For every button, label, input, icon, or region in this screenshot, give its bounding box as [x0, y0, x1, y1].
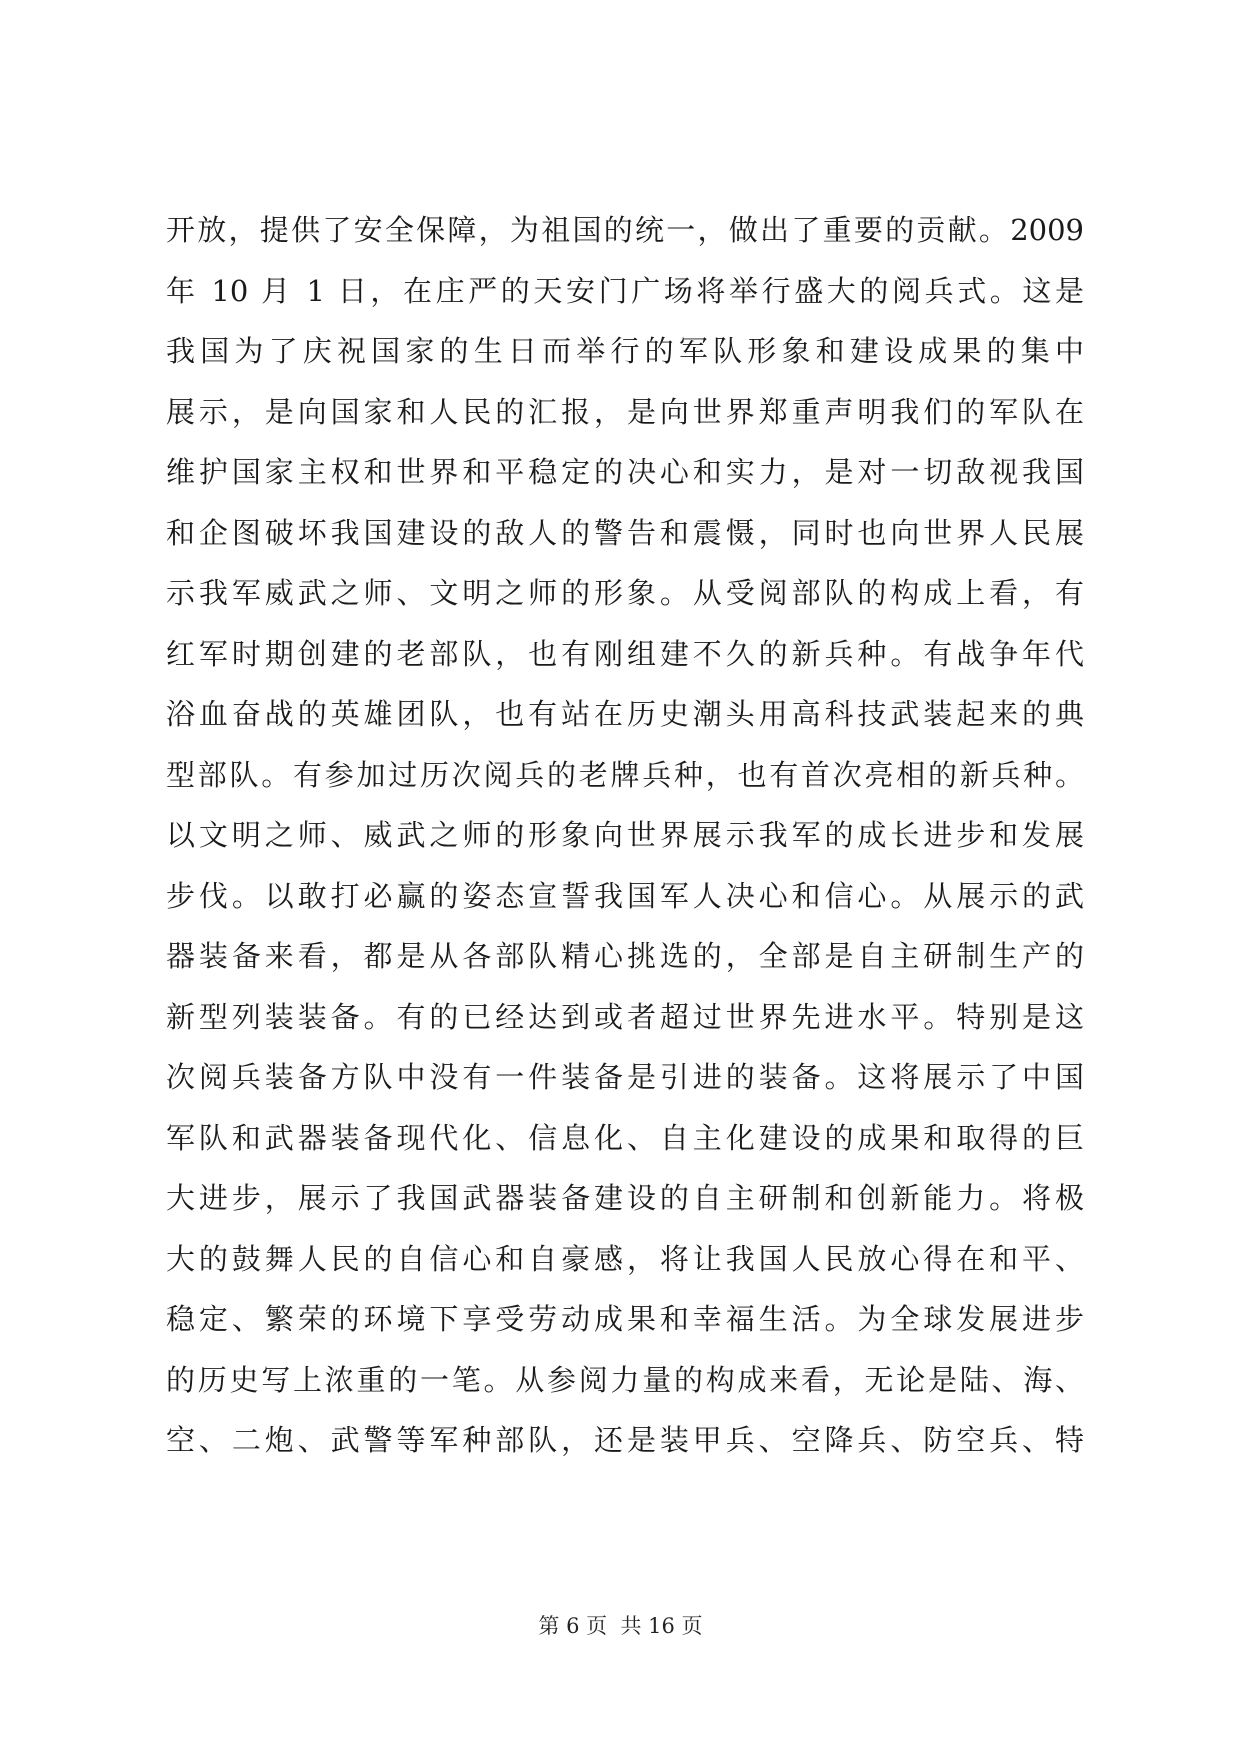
text-line: 器装备来看，都是从各部队精心挑选的，全部是自主研制生产的 [166, 939, 1084, 973]
text-line: 维护国家主权和世界和平稳定的决心和实力，是对一切敌视我国 [166, 455, 1084, 489]
text-line: 和企图破坏我国建设的敌人的警告和震慑，同时也向世界人民展 [166, 515, 1084, 550]
page-number: 第 6 页 共 16 页 [538, 1614, 703, 1638]
text-line: 示我军威武之师、文明之师的形象。从受阅部队的构成上看，有 [166, 576, 1084, 610]
body-text [166, 200, 1084, 1471]
text-line: 展示，是向国家和人民的汇报，是向世界郑重声明我们的军队在 [166, 394, 1084, 429]
text-line: 浴血奋战的英雄团队，也有站在历史潮头用高科技武装起来的典 [166, 697, 1084, 731]
text-line: 空、二炮、武警等军种部队，还是装甲兵、空降兵、防空兵、特 [166, 1423, 1084, 1457]
text-line: 稳定、繁荣的环境下享受劳动成果和幸福生活。为全球发展进步 [166, 1302, 1084, 1336]
text-line: 我国为了庆祝国家的生日而举行的军队形象和建设成果的集中 [166, 334, 1084, 368]
text-line: 大进步，展示了我国武器装备建设的自主研制和创新能力。将极 [166, 1181, 1084, 1215]
text-line: 以文明之师、威武之师的形象向世界展示我军的成长进步和发展 [166, 818, 1084, 852]
text-line: 新型列装装备。有的已经达到或者超过世界先进水平。特别是这 [166, 999, 1084, 1034]
text-line: 开放，提供了安全保障，为祖国的统一，做出了重要的贡献。2009 [166, 213, 1084, 247]
text-line: 军队和武器装备现代化、信息化、自主化建设的成果和取得的巨 [166, 1120, 1084, 1155]
text-line: 红军时期创建的老部队，也有刚组建不久的新兵种。有战争年代 [166, 636, 1084, 671]
text-line: 次阅兵装备方队中没有一件装备是引进的装备。这将展示了中国 [166, 1060, 1084, 1094]
text-line: 大的鼓舞人民的自信心和自豪感，将让我国人民放心得在和平、 [166, 1241, 1084, 1276]
text-line: 型部队。有参加过历次阅兵的老牌兵种，也有首次亮相的新兵种。 [166, 757, 1084, 792]
text-line: 的历史写上浓重的一笔。从参阅力量的构成来看，无论是陆、海、 [166, 1362, 1084, 1397]
page-footer [0, 1612, 1241, 1640]
text-line: 步伐。以敢打必赢的姿态宣誓我国军人决心和信心。从展示的武 [166, 878, 1084, 913]
text-line: 年 10 月 1 日，在庄严的天安门广场将举行盛大的阅兵式。这是 [166, 273, 1084, 308]
